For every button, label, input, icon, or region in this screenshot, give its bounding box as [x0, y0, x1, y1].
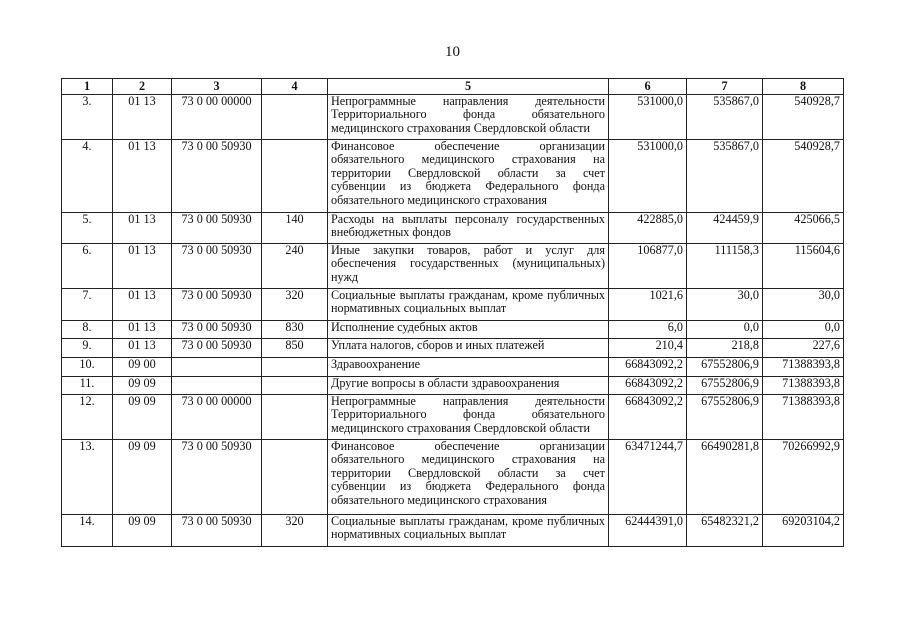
- expense-type: 830: [262, 321, 328, 339]
- amount-col-8: 227,6: [763, 339, 844, 358]
- amount-col-8: 71388393,8: [763, 358, 844, 377]
- row-number: 13.: [62, 440, 113, 515]
- item-name: Иные закупки товаров, работ и услуг для обеспечения государственных (муниципальных) нужд: [328, 244, 609, 289]
- header-col-7: 7: [687, 79, 763, 95]
- row-number: 3.: [62, 95, 113, 140]
- item-name: Другие вопросы в области здравоохранения: [328, 377, 609, 395]
- amount-col-6: 422885,0: [609, 213, 687, 244]
- amount-col-8: 71388393,8: [763, 377, 844, 395]
- amount-col-8: 540928,7: [763, 140, 844, 213]
- amount-col-8: 69203104,2: [763, 515, 844, 547]
- expense-type: 320: [262, 289, 328, 321]
- table-row: [62, 395, 844, 440]
- amount-col-6: 531000,0: [609, 140, 687, 213]
- amount-col-7: 111158,3: [687, 244, 763, 289]
- amount-col-6: 63471244,7: [609, 440, 687, 515]
- header-col-3: 3: [172, 79, 262, 95]
- target-code: 73 0 00 50930: [172, 440, 262, 515]
- expense-type: [262, 377, 328, 395]
- amount-col-7: 67552806,9: [687, 377, 763, 395]
- amount-col-8: 540928,7: [763, 95, 844, 140]
- amount-col-8: 115604,6: [763, 244, 844, 289]
- amount-col-6: 66843092,2: [609, 358, 687, 377]
- expense-type: [262, 358, 328, 377]
- header-col-1: 1: [62, 79, 113, 95]
- section-code: 01 13: [113, 289, 172, 321]
- row-number: 5.: [62, 213, 113, 244]
- amount-col-6: 62444391,0: [609, 515, 687, 547]
- item-name: Исполнение судебных актов: [328, 321, 609, 339]
- amount-col-7: 65482321,2: [687, 515, 763, 547]
- header-col-8: 8: [763, 79, 844, 95]
- table-row: [62, 289, 844, 321]
- item-name: Финансовое обеспечение организации обязательного медицинского страхования на территории Свердловской области за счет субвенции из бюджета Федерального фонда обязательного медицинского страхования: [328, 140, 609, 213]
- amount-col-6: 6,0: [609, 321, 687, 339]
- amount-col-6: 1021,6: [609, 289, 687, 321]
- amount-col-6: 531000,0: [609, 95, 687, 140]
- table-row: [62, 95, 844, 140]
- section-code: 09 09: [113, 377, 172, 395]
- section-code: 09 09: [113, 515, 172, 547]
- table-row: [62, 140, 844, 213]
- target-code: 73 0 00 00000: [172, 395, 262, 440]
- header-col-2: 2: [113, 79, 172, 95]
- header-col-4: 4: [262, 79, 328, 95]
- section-code: 01 13: [113, 321, 172, 339]
- expense-type: 320: [262, 515, 328, 547]
- section-code: 01 13: [113, 213, 172, 244]
- amount-col-7: 424459,9: [687, 213, 763, 244]
- expense-type: [262, 95, 328, 140]
- amount-col-8: 70266992,9: [763, 440, 844, 515]
- item-name: Непрограммные направления деятельности Территориального фонда обязательного медицинского страхования Свердловской области: [328, 395, 609, 440]
- row-number: 6.: [62, 244, 113, 289]
- amount-col-8: 71388393,8: [763, 395, 844, 440]
- target-code: 73 0 00 50930: [172, 339, 262, 358]
- item-name: Уплата налогов, сборов и иных платежей: [328, 339, 609, 358]
- section-code: 09 00: [113, 358, 172, 377]
- amount-col-6: 210,4: [609, 339, 687, 358]
- amount-col-7: 67552806,9: [687, 358, 763, 377]
- expense-type: [262, 395, 328, 440]
- expense-type: [262, 440, 328, 515]
- target-code: 73 0 00 00000: [172, 95, 262, 140]
- row-number: 4.: [62, 140, 113, 213]
- table-row: [62, 244, 844, 289]
- target-code: 73 0 00 50930: [172, 515, 262, 547]
- row-number: 12.: [62, 395, 113, 440]
- amount-col-7: 218,8: [687, 339, 763, 358]
- target-code: 73 0 00 50930: [172, 321, 262, 339]
- amount-col-7: 535867,0: [687, 95, 763, 140]
- table-row: [62, 377, 844, 395]
- amount-col-6: 66843092,2: [609, 377, 687, 395]
- item-name: Расходы на выплаты персоналу государственных внебюджетных фондов: [328, 213, 609, 244]
- expense-type: 140: [262, 213, 328, 244]
- expense-type: 850: [262, 339, 328, 358]
- section-code: 01 13: [113, 95, 172, 140]
- item-name: Финансовое обеспечение организации обязательного медицинского страхования на территории Свердловской области за счет субвенции из бюджета Федерального фонда обязательного медицинского страхования: [328, 440, 609, 515]
- target-code: 73 0 00 50930: [172, 140, 262, 213]
- section-code: 09 09: [113, 440, 172, 515]
- section-code: 01 13: [113, 244, 172, 289]
- amount-col-8: 425066,5: [763, 213, 844, 244]
- amount-col-6: 106877,0: [609, 244, 687, 289]
- header-col-5: 5: [328, 79, 609, 95]
- table-row: [62, 440, 844, 515]
- amount-col-7: 0,0: [687, 321, 763, 339]
- page-number: 10: [445, 44, 460, 60]
- target-code: 73 0 00 50930: [172, 244, 262, 289]
- target-code: [172, 358, 262, 377]
- target-code: 73 0 00 50930: [172, 213, 262, 244]
- item-name: Социальные выплаты гражданам, кроме публичных нормативных социальных выплат: [328, 515, 609, 547]
- table-row: [62, 339, 844, 358]
- amount-col-7: 66490281,8: [687, 440, 763, 515]
- row-number: 11.: [62, 377, 113, 395]
- table-body: [62, 95, 844, 547]
- amount-col-7: 30,0: [687, 289, 763, 321]
- amount-col-8: 0,0: [763, 321, 844, 339]
- item-name: Непрограммные направления деятельности Территориального фонда обязательного медицинского страхования Свердловской области: [328, 95, 609, 140]
- row-number: 14.: [62, 515, 113, 547]
- row-number: 8.: [62, 321, 113, 339]
- item-name: Здравоохранение: [328, 358, 609, 377]
- expense-type: 240: [262, 244, 328, 289]
- amount-col-7: 67552806,9: [687, 395, 763, 440]
- section-code: 01 13: [113, 339, 172, 358]
- amount-col-6: 66843092,2: [609, 395, 687, 440]
- item-name: Социальные выплаты гражданам, кроме публичных нормативных социальных выплат: [328, 289, 609, 321]
- row-number: 10.: [62, 358, 113, 377]
- amount-col-7: 535867,0: [687, 140, 763, 213]
- row-number: 9.: [62, 339, 113, 358]
- table-row: [62, 321, 844, 339]
- section-code: 09 09: [113, 395, 172, 440]
- header-row: [62, 79, 844, 95]
- expense-type: [262, 140, 328, 213]
- amount-col-8: 30,0: [763, 289, 844, 321]
- budget-table: [61, 78, 844, 547]
- table-row: [62, 213, 844, 244]
- target-code: [172, 377, 262, 395]
- table-row: [62, 515, 844, 547]
- table-row: [62, 358, 844, 377]
- section-code: 01 13: [113, 140, 172, 213]
- target-code: 73 0 00 50930: [172, 289, 262, 321]
- row-number: 7.: [62, 289, 113, 321]
- header-col-6: 6: [609, 79, 687, 95]
